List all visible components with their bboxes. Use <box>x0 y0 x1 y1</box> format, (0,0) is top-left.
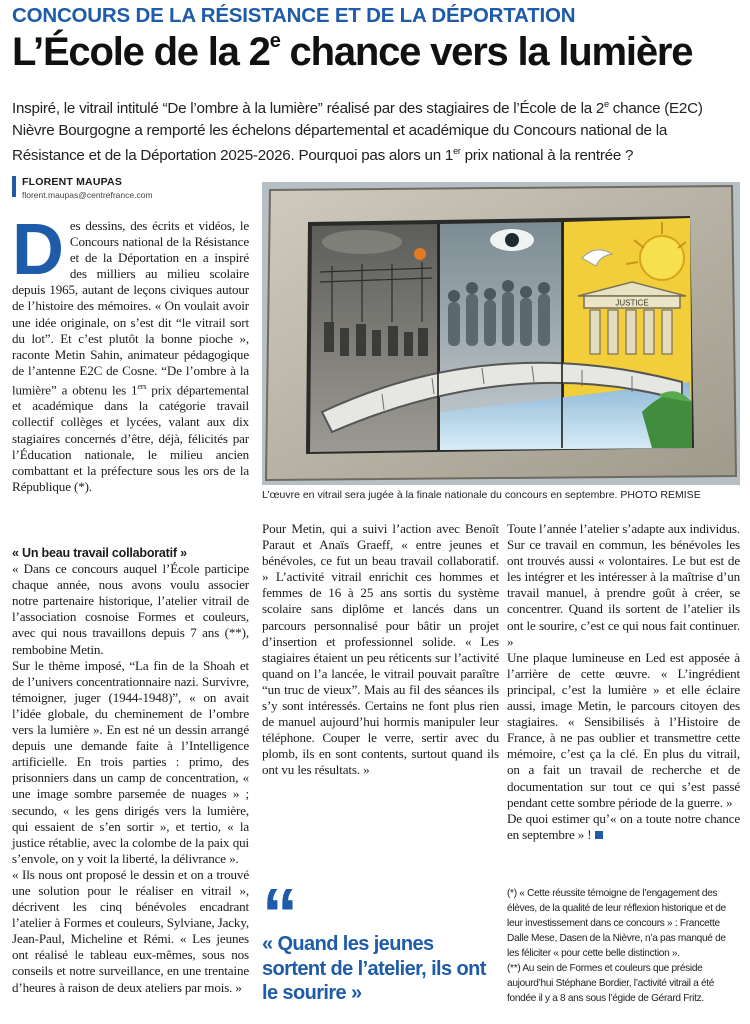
stained-glass-illustration <box>262 182 740 485</box>
pull-quote: « Quand les jeunes sortent de l’atelier, ils ont le sourire » <box>262 933 486 1004</box>
paragraph-8-text: De quoi estimer qu’« on a toute notre chance en septembre » ! <box>507 810 740 842</box>
standfirst-sup1: e <box>604 99 609 109</box>
paragraph-intro <box>12 210 249 495</box>
paragraph-intro-sup: ers <box>137 381 147 391</box>
headline-part2: chance vers la lumière <box>279 30 693 74</box>
body-column-2 <box>262 521 499 779</box>
justice-sign: JUSTICE <box>615 298 649 308</box>
photo-caption: L’œuvre en vitrail sera jugée à la finale nationale du concours en septembre. PHOTO REMISE <box>262 489 701 501</box>
quote-mark-icon: “ <box>262 875 298 955</box>
standfirst <box>12 94 736 167</box>
subhead: « Un beau travail collaboratif » <box>12 546 187 560</box>
byline-author: FLORENT MAUPAS <box>22 176 123 188</box>
byline-email[interactable]: florent.maupas@centrefrance.com <box>22 190 153 200</box>
paragraph-8 <box>507 811 740 843</box>
byline-bar <box>12 176 16 197</box>
headline-part1: L’École de la 2 <box>12 30 270 74</box>
body-column-1-bottom <box>12 545 249 996</box>
headline-superscript: e <box>269 29 280 52</box>
paragraph-4: « Ils nous ont proposé le dessin et on a trouvé une solution pour le réaliser en vitrail », décrivent les cinq bénévoles encadrant l’atelier à Formes et couleurs, Sylviane, Jacky, Jean-Paul, Micheline et Rémi. « Les jeunes ont réalisé le tableau eux-mêmes, sous nos conseils et notre surveillance, en une trentaine d’heures à raison de deux ateliers par mois. » <box>12 866 249 995</box>
standfirst-sup2: er <box>453 146 461 157</box>
kicker: CONCOURS DE LA RÉSISTANCE ET DE LA DÉPORTATION <box>12 4 576 27</box>
footnote-1: (*) « Cette réussite témoigne de l’engagement des élèves, de la qualité de leur réflexion historique et de leur investissement dans ce concours » : Francette Dalle Mese, Dasen de la Nièvre, n’a pas manqué de les féliciter « pour cette belle distinction ». <box>507 888 726 959</box>
body-column-3 <box>507 521 740 843</box>
footnote-2: (**) Au sein de Formes et couleurs que préside aujourd’hui Stéphane Bordier, l’activité vitrail a été fondée il y a 8 ans sous l’égide de Gérard Fritz. <box>507 963 715 1004</box>
paragraph-intro-b: prix départemental et académique dans la catégorie travail collectif collèges et lycées, valant aux dix stagiaires concernés d’être, déjà, félicités par l’Éducation nationale, le milieu ancien combattant et la préfecture sous les ors de la République (*). <box>12 382 249 494</box>
paragraph-5: Pour Metin, qui a suivi l’action avec Benoît Paraut et Anaïs Graeff, « entre jeunes et bénévoles, ce fut un beau travail collaboratif. » L’activité vitrail enrichit ces hommes et femmes de 16 à 25 ans sortis du système scolaire sans diplôme et lancés dans un parcours personnalisé pour bâtir un projet d’insertion et professionnel solide. « Les stagiaires étaient un peu réticents sur l’activité quand on l’a lancée, le vitrail pouvait paraître “un truc de vieux”. Mais au fil des séances ils s’y sont intéressés. Certains ne font plus rien de manuel aujourd’hui hormis manipuler leur téléphone. Couper le verre, sertir avec du plomb, ils en sont contents, surtout quand ils ont vu les résultats. » <box>262 521 499 778</box>
stained-glass-photo <box>262 182 740 485</box>
standfirst-part1: Inspiré, le vitrail intitulé “De l’ombre à la lumière” réalisé par des stagiaires de l’École de la 2 <box>12 100 605 118</box>
paragraph-2: « Dans ce concours auquel l’École participe chaque année, nous avons voulu associer notre partenaire historique, l’atelier vitrail de l’association cosnoise Formes et couleurs, avec qui nous travaillons depuis 7 ans (**), rembobine Metin. <box>12 561 249 657</box>
standfirst-part3: prix national à la rentrée ? <box>460 147 634 165</box>
headline <box>12 30 742 75</box>
end-mark-icon <box>595 831 603 839</box>
standfirst-part2: chance (E2C) Nièvre Bourgogne a remporté les échelons départemental et académique du Concours national de la Résistance et de la Déportation 2025-2026. Pourquoi pas alors un 1 <box>12 100 703 165</box>
drop-cap: D <box>12 210 64 290</box>
paragraph-3: Sur le thème imposé, “La fin de la Shoah et de l’univers concentrationnaire nazi. Survivre, témoigner, juger (1944-1948)”, « on avait l’idée globale, du cheminement de l’ombre vers la lumière ». En est né un dessin arrangé depuis une demande faite à l’Intelligence artificielle. En trois parties : primo, des prisonniers dans un camp de concentration, « une image sombre parsemée de nuages » ; secundo, « les gens dirigés vers la lumière, qui essaient de s’en sortir », et tertio, « la justice rétablie, avec la colombe de la paix qui s’envole, on y voit la liberté, la délivrance ». <box>12 657 249 866</box>
body-column-1-top <box>12 210 249 495</box>
footnotes <box>507 886 740 1006</box>
paragraph-7: Une plaque lumineuse en Led est apposée à l’arrière de cette œuvre. « L’ingrédient principal, c’est la lumière » et elle éclaire aussi, image Metin, le parcours citoyen des stagiaires. « Sensibilisés à l’Histoire de France, à ne pas oublier et transmettre cette mémoire, c’est ça la clé. En plus du vitrail, on a fait un travail de recherche et de documentation sur tout ce qui s’est passé pendant cette sombre période de la guerre. » <box>507 649 740 810</box>
paragraph-intro-a: es dessins, des écrits et vidéos, le Concours national de la Résistance et de la Déportation en a inspiré des milliers au milieu scolaire depuis 1965, autant de leçons civiques autour de l’histoire des mémoires. « On voulait avoir une idée originale, on s’est dit “le vitrail sort du lot”. Et c’est plutôt la bonne pioche », raconte Metin Sahin, animateur pédagogique de l’antenne E2C de Cosne. “De l’ombre à la lumière” a obtenu les 1 <box>12 218 249 398</box>
paragraph-6: Toute l’année l’atelier s’adapte aux individus. Sur ce travail en commun, les bénévoles les ont trouvés aussi « volontaires. Le but est de les intégrer et les intéresser à la maîtrise d’un travail manuel, à prendre goût à créer, se concentrer. Quand ils sortent de l’atelier ils ont le sourire, c’est ce qui nous fait continuer. » <box>507 521 740 649</box>
